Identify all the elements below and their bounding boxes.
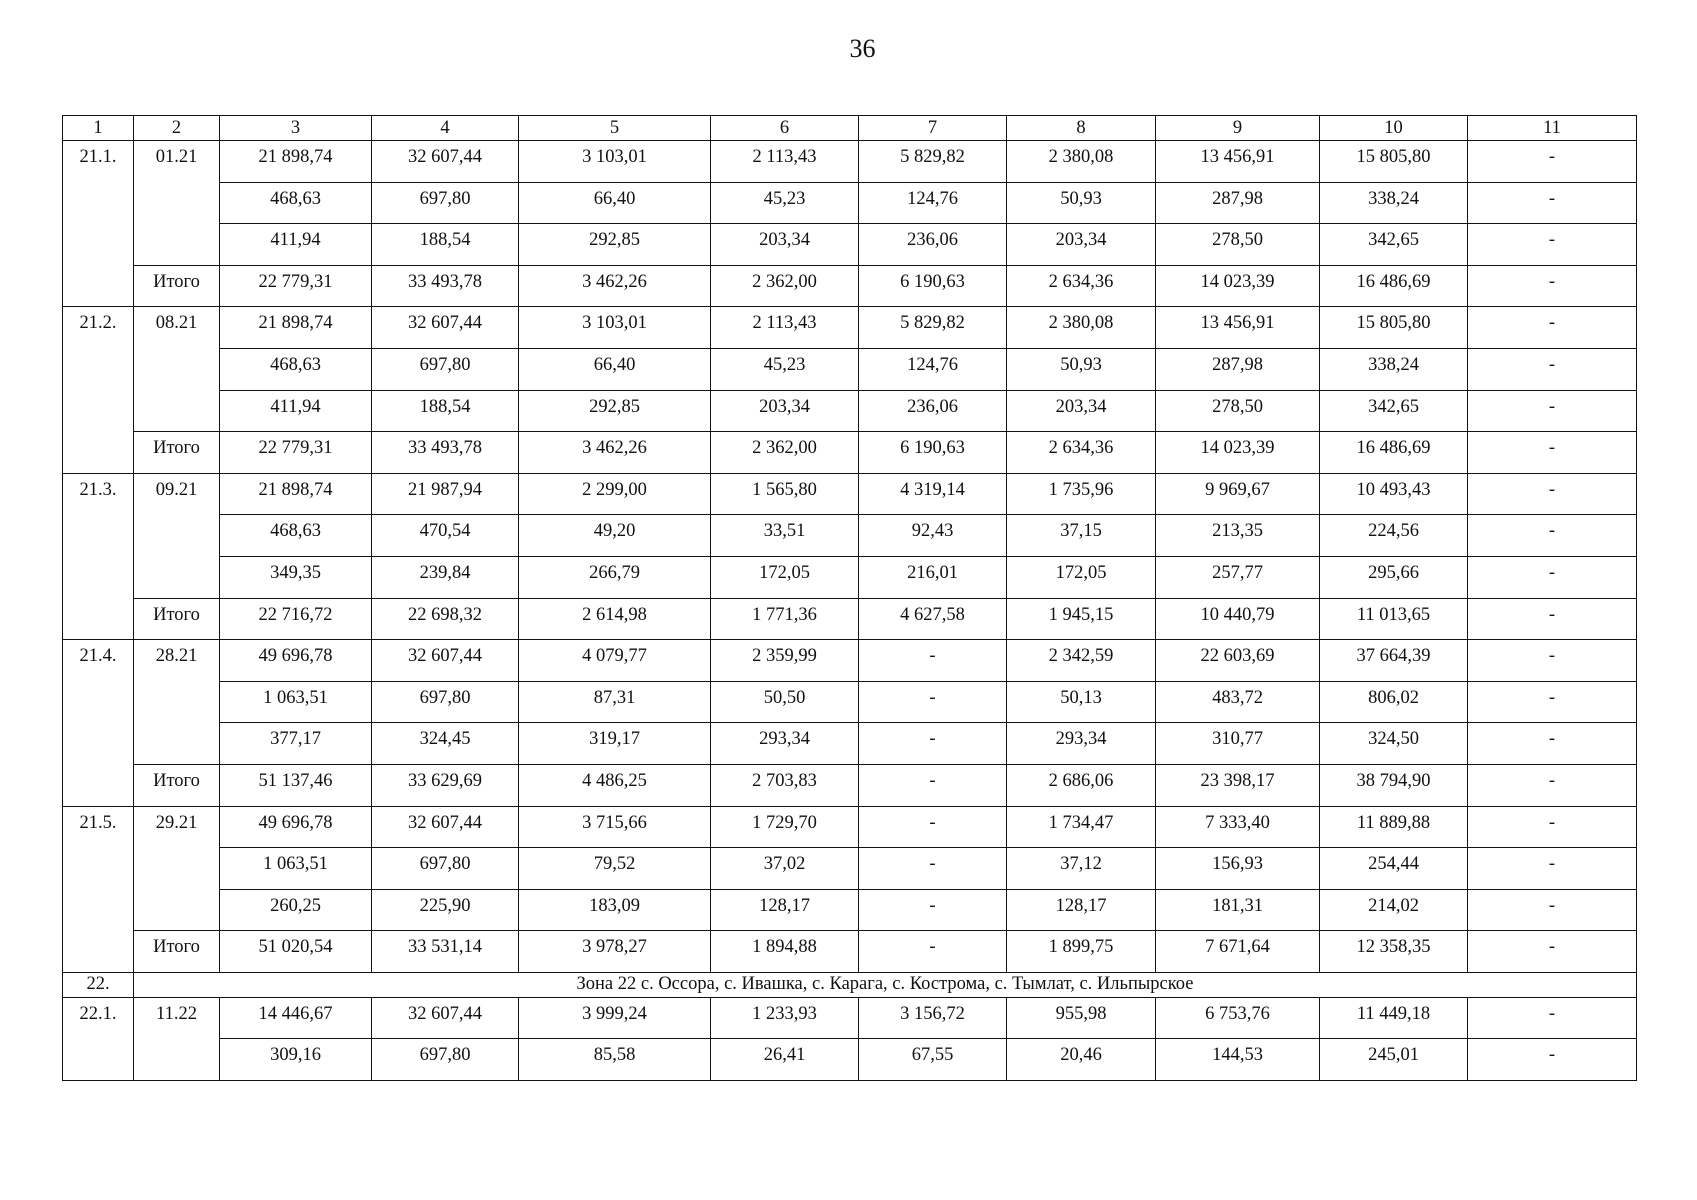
cell-col-11: - [1468,141,1637,183]
cell-col-11: - [1468,848,1637,890]
cell-col-3: 309,16 [220,1039,372,1081]
cell-col-5: 85,58 [519,1039,711,1081]
cell-col-9: 181,31 [1156,889,1320,931]
cell-col-6: 2 113,43 [711,141,859,183]
cell-col-3: 377,17 [220,723,372,765]
cell-col-5: 319,17 [519,723,711,765]
table-row [63,723,1637,765]
cell-col-4: 32 607,44 [372,307,519,349]
cell-col-6: 37,02 [711,848,859,890]
cell-col-11: - [1468,889,1637,931]
cell-col-7: 124,76 [859,182,1007,224]
cell-col-10: 338,24 [1320,182,1468,224]
cell-col-9: 23 398,17 [1156,764,1320,806]
cell-col-9: 278,50 [1156,224,1320,266]
cell-col-10: 11 889,88 [1320,806,1468,848]
cell-col-8: 203,34 [1007,224,1156,266]
cell-col-9: 7 333,40 [1156,806,1320,848]
cell-col-11: - [1468,764,1637,806]
column-header-10: 10 [1320,116,1468,141]
cell-col-10: 10 493,43 [1320,473,1468,515]
table-row [63,598,1637,640]
cell-col-5: 66,40 [519,182,711,224]
cell-col-5: 3 103,01 [519,141,711,183]
item-code: 21.1. [63,141,134,307]
total-label: Итого [134,598,220,640]
cell-col-3: 468,63 [220,182,372,224]
cell-col-8: 37,12 [1007,848,1156,890]
column-header-5: 5 [519,116,711,141]
cell-col-10: 11 013,65 [1320,598,1468,640]
cell-col-9: 483,72 [1156,681,1320,723]
cell-col-9: 6 753,76 [1156,997,1320,1039]
cell-col-10: 16 486,69 [1320,432,1468,474]
table-row [63,848,1637,890]
cell-col-11: - [1468,681,1637,723]
total-label: Итого [134,265,220,307]
cell-col-3: 51 020,54 [220,931,372,973]
cell-col-3: 411,94 [220,224,372,266]
cell-col-3: 51 137,46 [220,764,372,806]
cell-col-3: 349,35 [220,556,372,598]
cell-col-7: 6 190,63 [859,265,1007,307]
column-header-4: 4 [372,116,519,141]
cell-col-4: 697,80 [372,1039,519,1081]
item-subcode: 29.21 [134,806,220,931]
cell-col-4: 33 629,69 [372,764,519,806]
item-code: 21.2. [63,307,134,473]
cell-col-5: 3 715,66 [519,806,711,848]
cell-col-9: 13 456,91 [1156,141,1320,183]
cell-col-11: - [1468,640,1637,682]
cell-col-9: 287,98 [1156,182,1320,224]
cell-col-8: 50,93 [1007,348,1156,390]
cell-col-5: 2 614,98 [519,598,711,640]
cell-col-11: - [1468,182,1637,224]
cell-col-9: 10 440,79 [1156,598,1320,640]
cell-col-6: 2 359,99 [711,640,859,682]
cell-col-5: 292,85 [519,390,711,432]
cell-col-7: - [859,889,1007,931]
cell-col-7: - [859,806,1007,848]
cell-col-6: 1 565,80 [711,473,859,515]
cell-col-5: 4 079,77 [519,640,711,682]
cell-col-10: 338,24 [1320,348,1468,390]
column-header-3: 3 [220,116,372,141]
cell-col-3: 260,25 [220,889,372,931]
cell-col-10: 37 664,39 [1320,640,1468,682]
cell-col-3: 22 779,31 [220,265,372,307]
cell-col-11: - [1468,556,1637,598]
cell-col-5: 3 103,01 [519,307,711,349]
cell-col-3: 21 898,74 [220,307,372,349]
cell-col-8: 203,34 [1007,390,1156,432]
item-code: 21.4. [63,640,134,806]
zone-row [63,972,1637,997]
column-header-11: 11 [1468,116,1637,141]
cell-col-7: 236,06 [859,224,1007,266]
cell-col-7: 4 319,14 [859,473,1007,515]
cell-col-9: 310,77 [1156,723,1320,765]
cell-col-8: 293,34 [1007,723,1156,765]
cell-col-11: - [1468,265,1637,307]
cell-col-7: 236,06 [859,390,1007,432]
cell-col-3: 411,94 [220,390,372,432]
cell-col-10: 15 805,80 [1320,141,1468,183]
table-row [63,224,1637,266]
page-number: 36 [849,34,876,63]
cell-col-5: 3 999,24 [519,997,711,1039]
total-label: Итого [134,931,220,973]
cell-col-6: 1 729,70 [711,806,859,848]
cell-col-11: - [1468,473,1637,515]
cell-col-8: 1 735,96 [1007,473,1156,515]
cell-col-9: 22 603,69 [1156,640,1320,682]
cell-col-11: - [1468,348,1637,390]
item-subcode: 01.21 [134,141,220,266]
cell-col-9: 9 969,67 [1156,473,1320,515]
cell-col-4: 32 607,44 [372,806,519,848]
cell-col-10: 806,02 [1320,681,1468,723]
cell-col-4: 33 531,14 [372,931,519,973]
cell-col-6: 1 771,36 [711,598,859,640]
cell-col-6: 2 362,00 [711,432,859,474]
table-row [63,681,1637,723]
header-row [63,116,1637,141]
column-header-8: 8 [1007,116,1156,141]
cell-col-4: 32 607,44 [372,141,519,183]
cell-col-5: 66,40 [519,348,711,390]
table-row [63,806,1637,848]
cell-col-9: 13 456,91 [1156,307,1320,349]
cell-col-7: - [859,848,1007,890]
cell-col-10: 324,50 [1320,723,1468,765]
cell-col-6: 172,05 [711,556,859,598]
cell-col-4: 697,80 [372,848,519,890]
cell-col-8: 50,93 [1007,182,1156,224]
cell-col-7: 5 829,82 [859,307,1007,349]
table-row [63,390,1637,432]
cell-col-4: 324,45 [372,723,519,765]
cell-col-3: 1 063,51 [220,681,372,723]
table-row [63,473,1637,515]
cell-col-8: 2 342,59 [1007,640,1156,682]
cell-col-4: 225,90 [372,889,519,931]
table-row [63,997,1637,1039]
table-row [63,515,1637,557]
cell-col-4: 697,80 [372,182,519,224]
cell-col-6: 45,23 [711,182,859,224]
table-row [63,1039,1637,1081]
cell-col-5: 3 462,26 [519,265,711,307]
cell-col-3: 1 063,51 [220,848,372,890]
table-row [63,432,1637,474]
item-code: 22.1. [63,997,134,1080]
cell-col-5: 292,85 [519,224,711,266]
cell-col-7: 5 829,82 [859,141,1007,183]
cell-col-5: 3 978,27 [519,931,711,973]
cell-col-6: 2 113,43 [711,307,859,349]
cell-col-11: - [1468,432,1637,474]
cell-col-7: 67,55 [859,1039,1007,1081]
cell-col-10: 15 805,80 [1320,307,1468,349]
cell-col-7: - [859,931,1007,973]
table-row [63,182,1637,224]
cell-col-6: 26,41 [711,1039,859,1081]
table-row [63,556,1637,598]
cell-col-8: 50,13 [1007,681,1156,723]
table-row [63,348,1637,390]
item-code: 21.3. [63,473,134,639]
cell-col-8: 2 380,08 [1007,307,1156,349]
cell-col-6: 45,23 [711,348,859,390]
item-code: 21.5. [63,806,134,972]
cell-col-4: 470,54 [372,515,519,557]
cell-col-11: - [1468,390,1637,432]
cell-col-7: 124,76 [859,348,1007,390]
cell-col-7: - [859,723,1007,765]
cell-col-6: 203,34 [711,224,859,266]
cell-col-11: - [1468,997,1637,1039]
cell-col-3: 468,63 [220,348,372,390]
cell-col-11: - [1468,931,1637,973]
zone-code: 22. [63,972,134,997]
cell-col-10: 214,02 [1320,889,1468,931]
table-row [63,640,1637,682]
cell-col-8: 2 634,36 [1007,432,1156,474]
table-row [63,307,1637,349]
cell-col-5: 183,09 [519,889,711,931]
cell-col-10: 224,56 [1320,515,1468,557]
table-row [63,764,1637,806]
cell-col-10: 38 794,90 [1320,764,1468,806]
tariff-table [62,115,1637,1081]
cell-col-9: 287,98 [1156,348,1320,390]
column-header-7: 7 [859,116,1007,141]
total-label: Итого [134,764,220,806]
cell-col-4: 22 698,32 [372,598,519,640]
cell-col-6: 293,34 [711,723,859,765]
cell-col-8: 37,15 [1007,515,1156,557]
cell-col-3: 21 898,74 [220,473,372,515]
cell-col-8: 172,05 [1007,556,1156,598]
cell-col-9: 7 671,64 [1156,931,1320,973]
cell-col-3: 22 779,31 [220,432,372,474]
column-header-2: 2 [134,116,220,141]
cell-col-8: 2 686,06 [1007,764,1156,806]
cell-col-3: 14 446,67 [220,997,372,1039]
cell-col-7: - [859,681,1007,723]
cell-col-10: 295,66 [1320,556,1468,598]
cell-col-10: 254,44 [1320,848,1468,890]
cell-col-9: 278,50 [1156,390,1320,432]
cell-col-3: 49 696,78 [220,806,372,848]
cell-col-4: 32 607,44 [372,640,519,682]
cell-col-4: 239,84 [372,556,519,598]
cell-col-8: 2 634,36 [1007,265,1156,307]
cell-col-10: 342,65 [1320,224,1468,266]
cell-col-5: 3 462,26 [519,432,711,474]
cell-col-10: 245,01 [1320,1039,1468,1081]
cell-col-11: - [1468,1039,1637,1081]
cell-col-3: 21 898,74 [220,141,372,183]
cell-col-6: 50,50 [711,681,859,723]
cell-col-8: 128,17 [1007,889,1156,931]
cell-col-9: 257,77 [1156,556,1320,598]
item-subcode: 28.21 [134,640,220,765]
item-subcode: 09.21 [134,473,220,598]
cell-col-6: 1 894,88 [711,931,859,973]
table-row [63,889,1637,931]
column-header-6: 6 [711,116,859,141]
cell-col-11: - [1468,307,1637,349]
cell-col-8: 1 734,47 [1007,806,1156,848]
total-label: Итого [134,432,220,474]
cell-col-8: 20,46 [1007,1039,1156,1081]
cell-col-8: 1 945,15 [1007,598,1156,640]
cell-col-4: 32 607,44 [372,997,519,1039]
cell-col-3: 22 716,72 [220,598,372,640]
cell-col-4: 33 493,78 [372,265,519,307]
cell-col-7: - [859,764,1007,806]
cell-col-10: 342,65 [1320,390,1468,432]
table-row [63,265,1637,307]
cell-col-3: 468,63 [220,515,372,557]
cell-col-5: 2 299,00 [519,473,711,515]
cell-col-10: 12 358,35 [1320,931,1468,973]
cell-col-5: 79,52 [519,848,711,890]
cell-col-4: 188,54 [372,390,519,432]
cell-col-11: - [1468,224,1637,266]
cell-col-11: - [1468,515,1637,557]
cell-col-9: 14 023,39 [1156,265,1320,307]
cell-col-5: 266,79 [519,556,711,598]
table-row [63,141,1637,183]
cell-col-4: 697,80 [372,348,519,390]
cell-col-6: 2 703,83 [711,764,859,806]
cell-col-7: 3 156,72 [859,997,1007,1039]
cell-col-7: - [859,640,1007,682]
cell-col-7: 4 627,58 [859,598,1007,640]
cell-col-5: 87,31 [519,681,711,723]
cell-col-11: - [1468,723,1637,765]
cell-col-9: 156,93 [1156,848,1320,890]
cell-col-6: 2 362,00 [711,265,859,307]
item-subcode: 11.22 [134,997,220,1080]
cell-col-7: 6 190,63 [859,432,1007,474]
cell-col-4: 21 987,94 [372,473,519,515]
cell-col-11: - [1468,806,1637,848]
item-subcode: 08.21 [134,307,220,432]
cell-col-8: 1 899,75 [1007,931,1156,973]
cell-col-5: 4 486,25 [519,764,711,806]
cell-col-8: 955,98 [1007,997,1156,1039]
cell-col-10: 16 486,69 [1320,265,1468,307]
column-header-9: 9 [1156,116,1320,141]
table-row [63,931,1637,973]
cell-col-4: 188,54 [372,224,519,266]
cell-col-4: 697,80 [372,681,519,723]
cell-col-8: 2 380,08 [1007,141,1156,183]
cell-col-6: 33,51 [711,515,859,557]
cell-col-6: 203,34 [711,390,859,432]
column-header-1: 1 [63,116,134,141]
cell-col-4: 33 493,78 [372,432,519,474]
cell-col-3: 49 696,78 [220,640,372,682]
cell-col-9: 144,53 [1156,1039,1320,1081]
zone-title: Зона 22 с. Оссора, с. Ивашка, с. Карага, с. Кострома, с. Тымлат, с. Ильпырское [134,972,1637,997]
cell-col-11: - [1468,598,1637,640]
cell-col-7: 216,01 [859,556,1007,598]
cell-col-7: 92,43 [859,515,1007,557]
cell-col-9: 213,35 [1156,515,1320,557]
cell-col-6: 1 233,93 [711,997,859,1039]
table-body [63,116,1637,1081]
cell-col-9: 14 023,39 [1156,432,1320,474]
cell-col-6: 128,17 [711,889,859,931]
cell-col-10: 11 449,18 [1320,997,1468,1039]
cell-col-5: 49,20 [519,515,711,557]
